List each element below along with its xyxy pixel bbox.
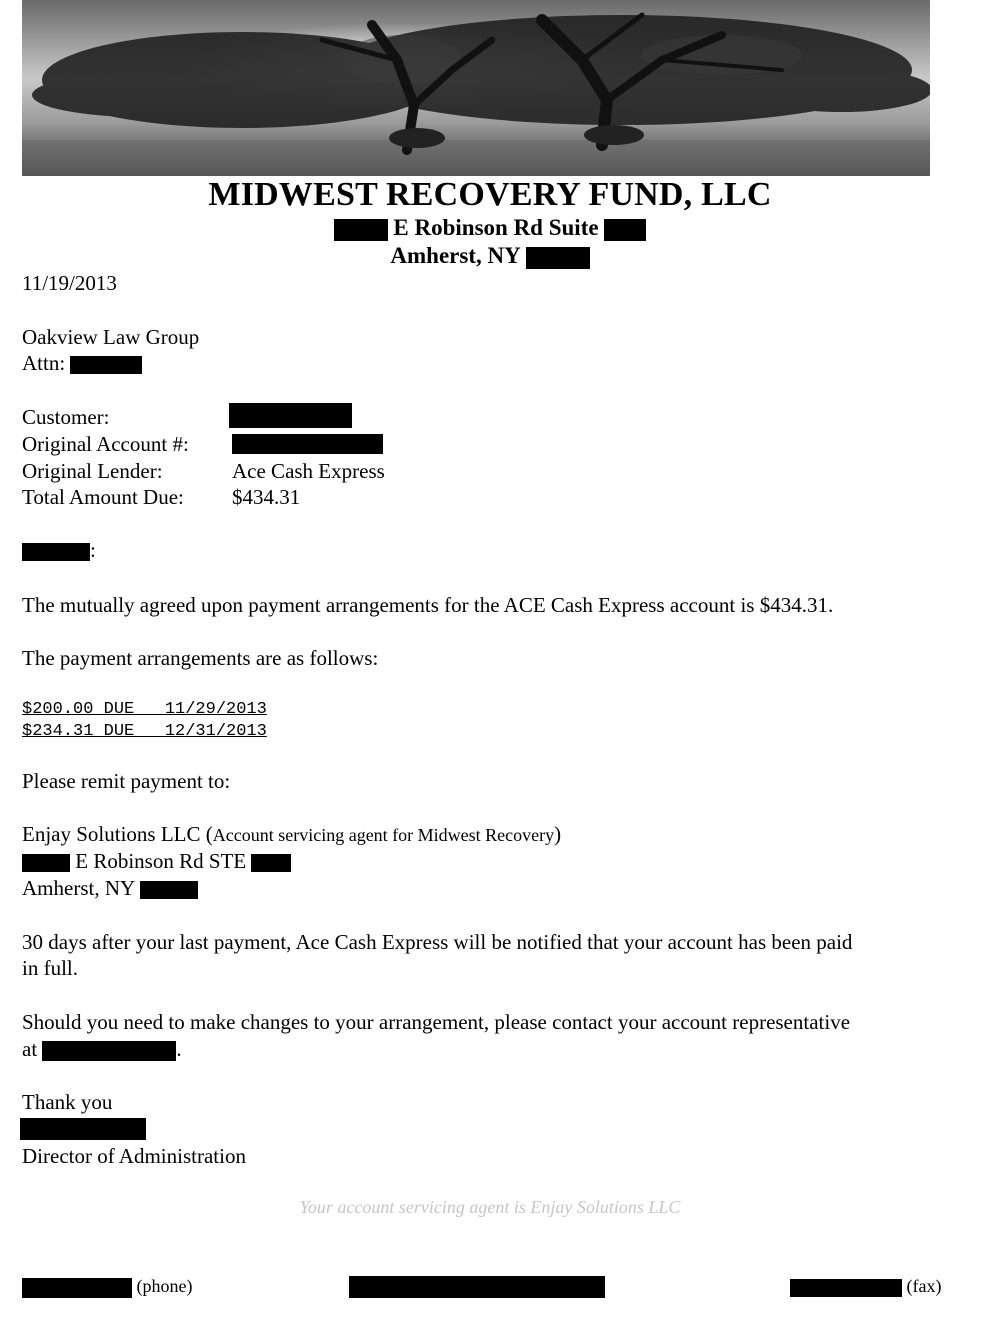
letterhead-city: Amherst, NY [390, 243, 520, 268]
redacted-remit-zip [140, 881, 198, 899]
lender-value: Ace Cash Express [232, 459, 385, 483]
redacted-footer-middle [349, 1276, 605, 1298]
footer-fax [790, 1276, 941, 1297]
remit-note: Account servicing agent for Midwest Recovery [212, 825, 555, 845]
changes-period: . [176, 1037, 182, 1061]
lender-label: Original Lender: [22, 459, 163, 483]
redacted-suite-number [604, 219, 646, 241]
recipient-name: Oakview Law Group [22, 325, 200, 349]
arrangements-intro: The payment arrangements are as follows: [22, 646, 379, 670]
redacted-account-number [232, 434, 383, 454]
notice-line-2: in full. [22, 956, 78, 980]
redacted-attn-name [70, 356, 142, 374]
remit-name-line [22, 822, 561, 847]
salutation-colon: : [90, 538, 96, 562]
redacted-zip [526, 247, 590, 269]
remit-street-line [22, 849, 291, 874]
remit-street: E Robinson Rd STE [75, 849, 247, 873]
remit-city: Amherst, NY [22, 876, 135, 900]
remit-close: ) [554, 822, 562, 846]
closing-thanks: Thank you [22, 1090, 113, 1114]
changes-line-1: Should you need to make changes to your arrangement, please contact your account representative [22, 1010, 851, 1034]
amount-due-value: $434.31 [232, 485, 301, 509]
payment-line-2: $234.31 DUE 12/31/2013 [22, 722, 267, 741]
attn-label: Attn: [22, 351, 66, 375]
phone-label: (phone) [136, 1276, 193, 1296]
changes-at: at [22, 1037, 38, 1061]
footer-phone [22, 1276, 192, 1298]
remit-name: Enjay Solutions LLC ( [22, 822, 213, 846]
payment-line-1: $200.00 DUE 11/29/2013 [22, 700, 267, 719]
closing-title: Director of Administration [22, 1144, 246, 1168]
remit-intro: Please remit payment to: [22, 769, 231, 793]
redacted-remit-street-number [22, 854, 70, 872]
letterhead-city-line [0, 243, 980, 269]
redacted-signer-name [20, 1118, 146, 1140]
letterhead-banner-image [22, 0, 930, 176]
redacted-phone-number [22, 1278, 132, 1298]
salutation [22, 538, 96, 563]
redacted-street-number [334, 219, 388, 241]
agreement-paragraph: The mutually agreed upon payment arrangements for the ACE Cash Express account is $434.31. [22, 593, 834, 617]
account-number-label: Original Account #: [22, 432, 189, 456]
notice-line-1: 30 days after your last payment, Ace Cash Express will be notified that your account has been paid [22, 930, 853, 954]
redacted-representative-phone [42, 1041, 176, 1061]
company-name: MIDWEST RECOVERY FUND, LLC [208, 176, 772, 213]
redacted-salutation-name [22, 543, 90, 561]
redacted-remit-suite [251, 854, 291, 872]
changes-line-2 [22, 1037, 182, 1062]
redacted-fax-number [790, 1279, 902, 1297]
recipient-attn [22, 351, 142, 376]
customer-label: Customer: [22, 405, 110, 429]
letterhead-street-line [0, 215, 980, 241]
letter-date: 11/19/2013 [22, 271, 117, 295]
remit-city-line [22, 876, 198, 901]
fax-label: (fax) [906, 1276, 942, 1296]
letterhead-street: E Robinson Rd Suite [393, 215, 599, 240]
footer-note: Your account servicing agent is Enjay Solutions LLC [299, 1197, 681, 1217]
redacted-customer-name [229, 403, 352, 428]
amount-due-label: Total Amount Due: [22, 485, 184, 509]
